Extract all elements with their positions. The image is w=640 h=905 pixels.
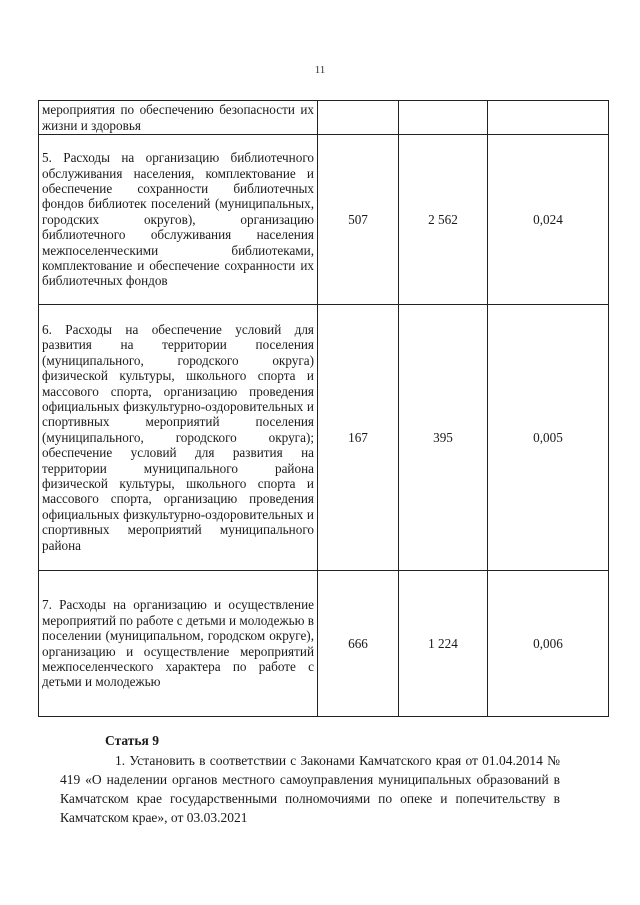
value-col-4 xyxy=(488,101,609,135)
value-col-4: 0,024 xyxy=(488,135,609,305)
value-col-4: 0,005 xyxy=(488,305,609,571)
article-heading: Статья 9 xyxy=(105,733,159,748)
value-col-3: 2 562 xyxy=(399,135,488,305)
expense-description: мероприятия по обеспечению безопасности их жизни и здоровья xyxy=(39,101,318,135)
value-col-4: 0,006 xyxy=(488,571,609,717)
table-row xyxy=(39,101,609,135)
expenses-table xyxy=(38,100,609,717)
article-paragraph: 1. Установить в соответствии с Законами Камчатского края от 01.04.2014 № 419 «О наделении органов местного самоуправления муниципальных образований в Камчатском крае государственными полномочиями по опеке и попечительству в Камчатском крае», от 03.03.2021 xyxy=(60,753,560,825)
value-col-2 xyxy=(318,101,399,135)
table-row xyxy=(39,305,609,571)
value-col-3: 395 xyxy=(399,305,488,571)
value-col-2: 666 xyxy=(318,571,399,717)
value-col-3 xyxy=(399,101,488,135)
table-row xyxy=(39,571,609,717)
expense-description: 5. Расходы на организацию библиотечного обслуживания населения, комплектование и обеспечение сохранности библиотечных фондов библиотек поселений (муниципальных, городских округов), организацию библиотечного обслуживания населения межпоселенческими библиотеками, комплектование и обеспечение сохранности их библиотечных фондов xyxy=(39,135,318,305)
value-col-2: 507 xyxy=(318,135,399,305)
expense-description: 7. Расходы на организацию и осуществление мероприятий по работе с детьми и молодежью в поселении (муниципальном, городском округе), организацию и осуществление мероприятий межпоселенческого характера по работе с детьми и молодежью xyxy=(39,571,318,717)
value-col-2: 167 xyxy=(318,305,399,571)
expense-description: 6. Расходы на обеспечение условий для развития на территории поселения (муниципального, городского округа) физической культуры, школьного спорта и массового спорта, организацию проведения официальных физкультурно-оздоровительных и спортивных мероприятий поселения (муниципального, городского округа); обеспечение условий для развития на территории муниципального района физической культуры, школьного спорта и массового спорта, организацию проведения официальных физкультурно-оздоровительных и спортивных мероприятий муниципального района xyxy=(39,305,318,571)
table-row xyxy=(39,135,609,305)
value-col-3: 1 224 xyxy=(399,571,488,717)
page-number: 11 xyxy=(314,64,326,76)
